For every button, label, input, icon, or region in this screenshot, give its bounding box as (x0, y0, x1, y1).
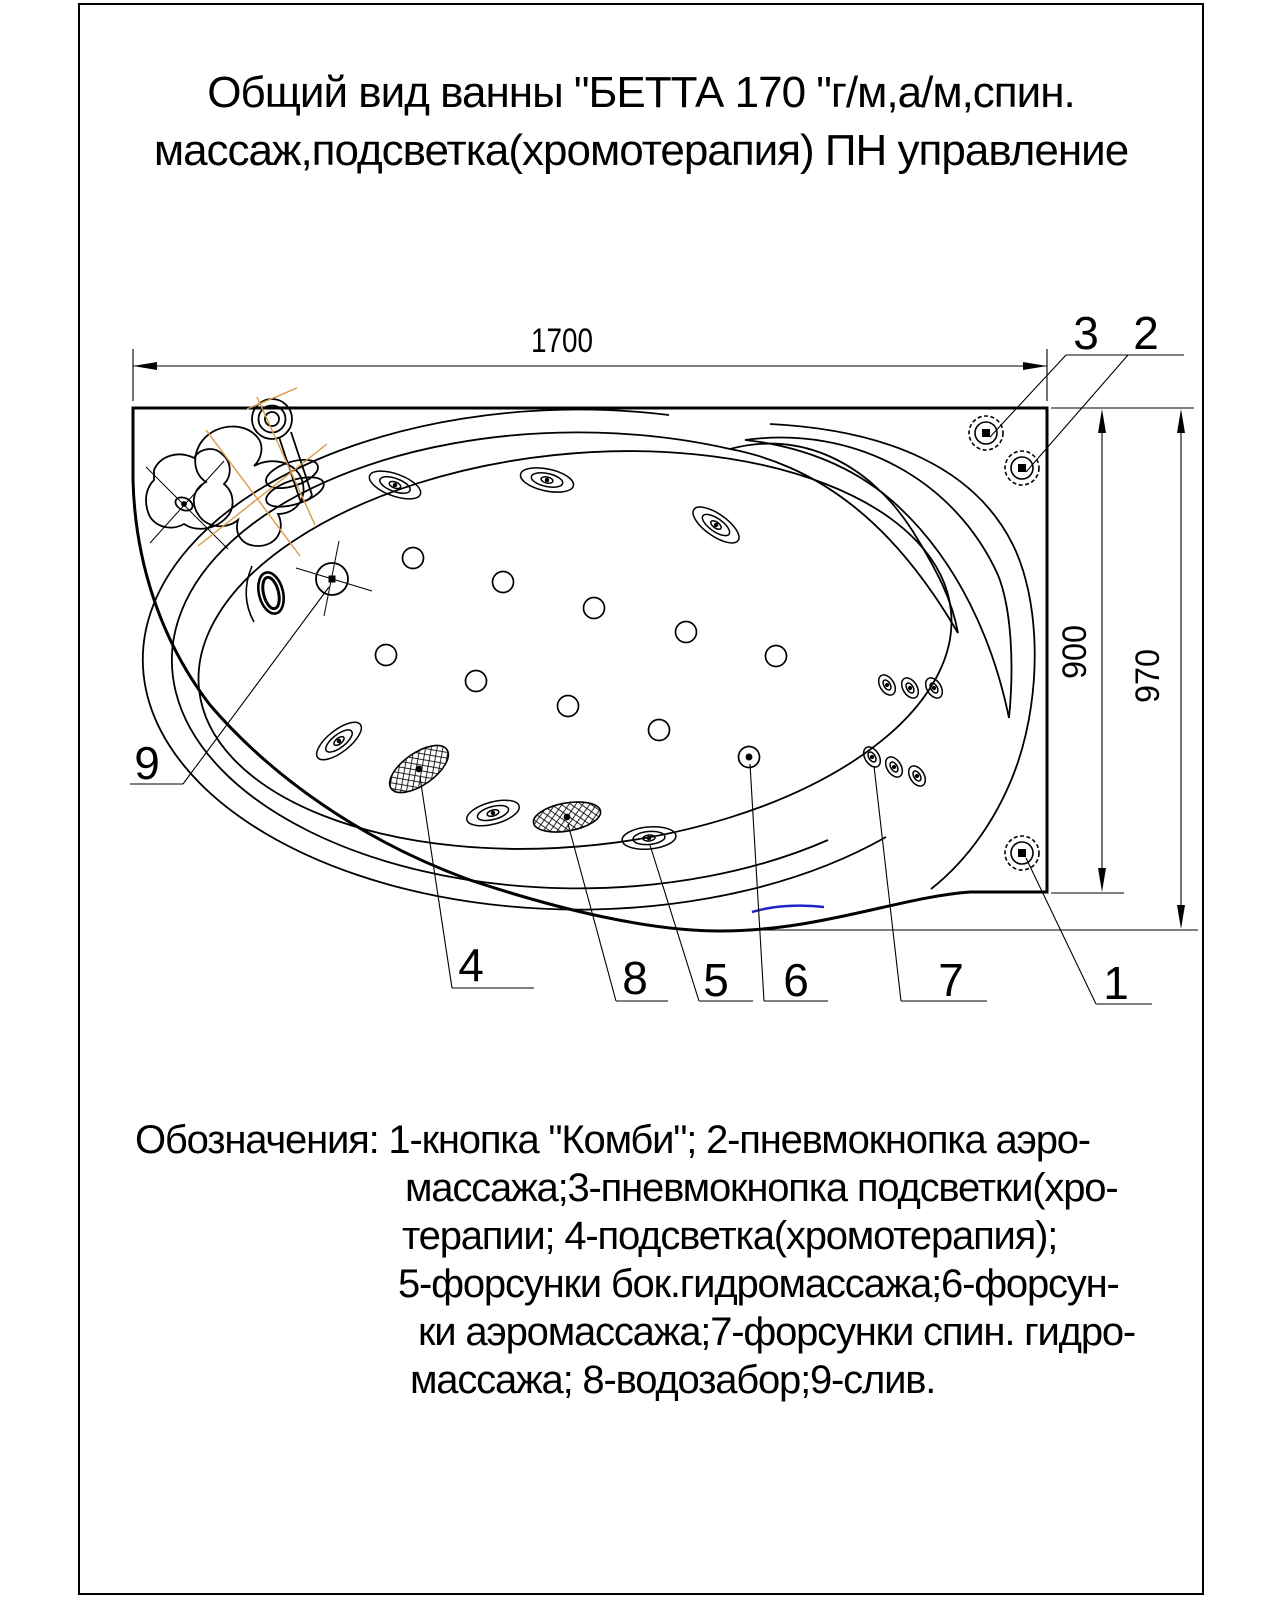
drain (296, 541, 372, 616)
button-kombi (1005, 836, 1039, 870)
title-line-1: Общий вид ванны "БЕТТА 170 "г/м,а/м,спин. (207, 68, 1075, 117)
legend-line-1: Обозначения: 1-кнопка "Комби"; 2-пневмокнопка аэро- (135, 1118, 1090, 1162)
aero-jet-6 (739, 747, 760, 768)
faucet-group-icon (146, 399, 327, 549)
button-light (969, 416, 1003, 450)
spinal-jets (860, 672, 946, 789)
legend-line-3: терапии; 4-подсветка(хромотерапия); (402, 1214, 1058, 1258)
callout-2: 2 (1133, 307, 1159, 359)
blue-accent-line (752, 906, 824, 912)
callout-4: 4 (458, 939, 484, 991)
dim-width-970: 970 (1129, 646, 1167, 703)
callout-6: 6 (783, 954, 809, 1006)
callout-3: 3 (1073, 307, 1099, 359)
legend-line-4: 5-форсунки бок.гидромассажа;6-форсун- (398, 1262, 1119, 1306)
rim-line-inner (172, 432, 828, 888)
legend-line-6: массажа; 8-водозабор;9-слив. (410, 1358, 936, 1402)
legend-line-5: ки аэромассажа;7-форсунки спин. гидро- (418, 1310, 1136, 1354)
pneumo-buttons (969, 416, 1039, 870)
callout-1: 1 (1103, 957, 1129, 1009)
rim-line-outer (143, 410, 886, 910)
dim-length-1700: 1700 (531, 322, 593, 360)
title-line-2: массаж,подсветка(хромотерапия) ПН управление (153, 126, 1129, 175)
button-aero (1005, 451, 1039, 485)
callout-9: 9 (134, 737, 160, 789)
centerlines-orange (198, 388, 327, 556)
callout-7: 7 (938, 954, 964, 1006)
water-intake (531, 797, 603, 836)
callout-8: 8 (622, 952, 648, 1004)
chromotherapy-light (382, 736, 456, 801)
backrest-contours (730, 424, 1035, 889)
aero-massage-holes (376, 548, 787, 768)
dim-width-900: 900 (1056, 622, 1094, 679)
legend-line-2: массажа;3-пневмокнопка подсветки(хро- (405, 1166, 1118, 1210)
callout-5: 5 (703, 954, 729, 1006)
overflow-opening (246, 566, 287, 622)
